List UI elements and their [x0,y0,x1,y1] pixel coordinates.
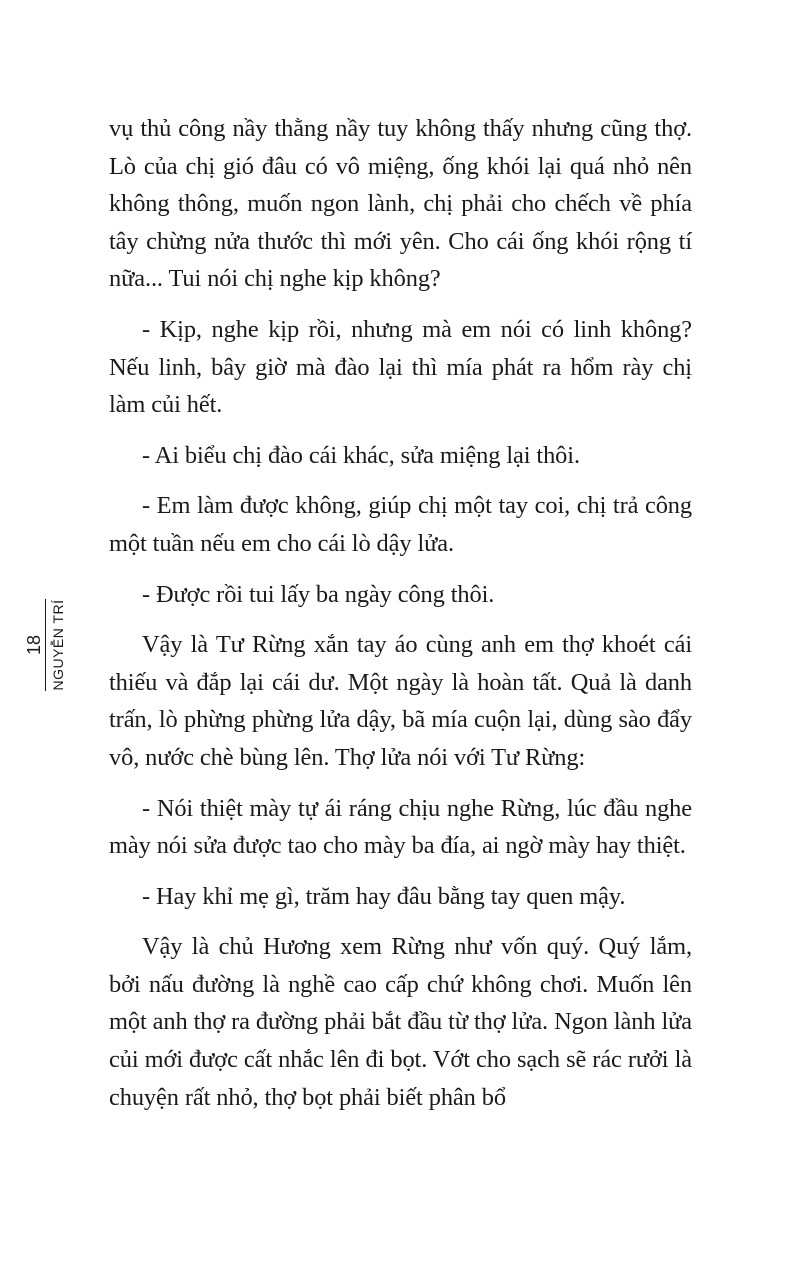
author-name: NGUYỄN TRÍ [49,599,66,691]
paragraph: - Ai biểu chị đào cái khác, sửa miệng lại thôi. [142,441,580,469]
paragraph: - Hay khỉ mẹ gì, trăm hay đâu bằng tay quen mậy. [142,882,626,910]
paragraph: vụ thủ công nầy thằng nầy tuy không thấy nhưng cũng thợ. Lò của chị gió đâu có vô miệng, ống khói lại quá nhỏ nên không thông, muốn ngon lành, chị phải cho chếch về phía tây chừng nửa thước thì mới yên. Cho cái ống khói rộng tí nữa... Tui nói chị nghe kịp không? [109,115,692,293]
paragraph: - Được rồi tui lấy ba ngày công thôi. [142,580,495,608]
paragraph: - Em làm được không, giúp chị một tay coi, chị trả công một tuần nếu em cho cái lò dậy lửa. [109,492,692,557]
page-number: 18 [23,634,44,656]
paragraph: - Kịp, nghe kịp rồi, nhưng mà em nói có linh không? Nếu linh, bây giờ mà đào lại thì mía phát ra hổm rày chị làm củi hết. [109,315,692,419]
running-header [20,590,70,700]
paragraph: - Nói thiệt mày tự ái ráng chịu nghe Rừng, lúc đầu nghe mày nói sửa được tao cho mày ba đía, ai ngờ mày hay thiệt. [109,794,692,860]
paragraph: Vậy là Tư Rừng xắn tay áo cùng anh em thợ khoét cái thiếu và đắp lại cái dư. Một ngày là hoàn tất. Quả là danh trấn, lò phừng phừng lửa dậy, bã mía cuộn lại, dùng sào đẩy vô, nước chè bùng lên. Thợ lửa nói với Tư Rừng: [109,631,692,771]
body-text [109,110,692,1129]
paragraph: Vậy là chủ Hương xem Rừng như vốn quý. Quý lắm, bởi nấu đường là nghề cao cấp chứ không chơi. Muốn lên một anh thợ ra đường phải bắt đầu từ thợ lửa. Ngon lành lửa củi mới được cất nhắc lên đi bọt. Vớt cho sạch sẽ rác rưởi là chuyện rất nhỏ, thợ bọt phải biết phân bổ [109,933,692,1111]
